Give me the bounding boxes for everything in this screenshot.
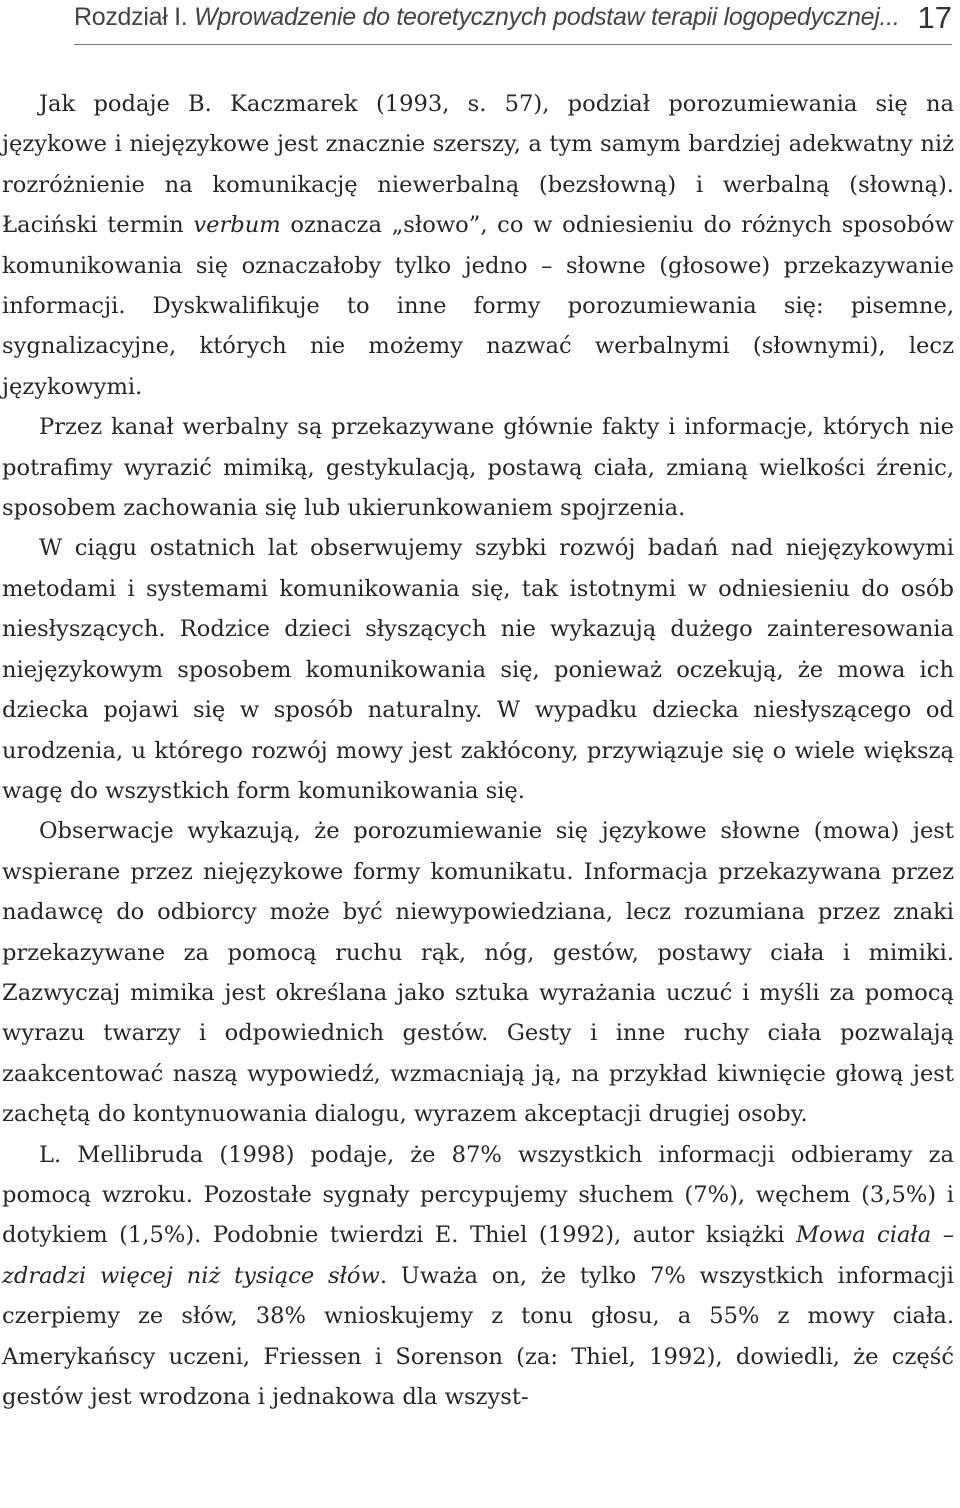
body-text [2,84,954,1417]
chapter-title: Wprowadzenie do teoretycznych podstaw terapii logopedycznej... [194,3,900,31]
paragraph-3: W ciągu ostatnich lat obserwujemy szybki rozwój badań nad niejęzykowymi metodami i systemami komunikowania się, tak istotnymi w odniesieniu do osób niesłyszących. Rodzice dzieci słyszących nie wykazują dużego zainteresowania niejęzykowym sposobem komunikowania się, ponieważ oczekują, że mowa ich dziecka pojawi się w sposób naturalny. W wypadku dziecka niesłyszącego od urodzenia, u którego rozwój mowy jest zakłócony, przywiązuje się o wiele większą wagę do wszystkich form komunikowania się. [2,535,954,804]
paragraph-1 [2,84,954,407]
book-title: Mowa ciała – zdradzi więcej niż tysiące słów [2,1222,954,1289]
paragraph-5-part-a: L. Mellibruda (1998) podaje, że 87% wszystkich informacji odbieramy za pomocą wzroku. Pozostałe sygnały percypujemy słuchem (7%), węchem (3,5%) i dotykiem (1,5%). Podobnie twierdzi E. Thiel (1992), autor książki [2,1141,954,1249]
page-number: 17 [917,0,952,35]
paragraph-1-part-a: Jak podaje B. Kaczmarek (1993, s. 57), podział porozumiewania się na językowe i niejęzykowe jest znacznie szerszy, a tym samym bardziej adekwatny niż rozróżnienie na komunikację niewerbalną (bezsłowną) i werbalną (słowną). Łaciński termin [2,91,954,239]
paragraph-5 [2,1135,954,1418]
paragraph-4: Obserwacje wykazują, że porozumiewanie się językowe słowne (mowa) jest wspierane przez niejęzykowe formy komunikatu. Informacja przekazywana przez nadawcę do odbiorcy może być niewypowiedziana, lecz rozumiana przez znaki przekazywane za pomocą ruchu rąk, nóg, gestów, postawy ciała i mimiki. Zazwyczaj mimika jest określana jako sztuka wyrażania uczuć i myśli za pomocą wyrazu twarzy i odpowiednich gestów. Gesty i inne ruchy ciała pozwalają zaakcentować naszą wypowiedź, wzmacniają ją, na przykład kiwnięcie głową jest zachętą do kontynuowania dialogu, wyrazem akceptacji drugiej osoby. [2,818,954,1128]
paragraph-1-part-b: oznacza „słowo”, co w odniesieniu do różnych sposobów komunikowania się oznaczałoby tylko jedno – słowne (głosowe) przekazywanie informacji. Dyskwalifikuje to inne formy porozumiewania się: pisemne, sygnalizacyjne, których nie możemy nazwać werbalnymi (słownymi), lecz językowymi. [2,212,955,400]
running-header [0,0,960,48]
latin-term: verbum [193,212,281,239]
header-rule [74,44,952,45]
chapter-prefix: Rozdział I. [74,3,195,31]
running-head [74,3,899,32]
paragraph-5-part-b: . Uważa on, że tylko 7% wszystkich informacji czerpiemy ze słów, 38% wnioskujemy z tonu głosu, a 55% z mowy ciała. Amerykańscy uczeni, Friessen i Sorenson (za: Thiel, 1992), dowiedli, że część gestów jest wrodzona i jednakowa dla wszyst- [2,1262,954,1410]
paragraph-2: Przez kanał werbalny są przekazywane głównie fakty i informacje, których nie potrafimy wyrazić mimiką, gestykulacją, postawą ciała, zmianą wielkości źrenic, sposobem zachowania się lub ukierunkowaniem spojrzenia. [2,414,954,522]
